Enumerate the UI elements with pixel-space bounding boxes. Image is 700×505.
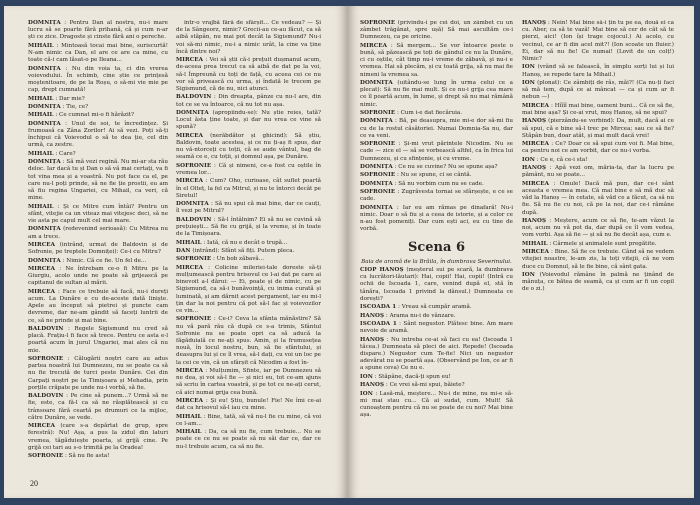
speaker-name: SOFRONIE [360,189,396,196]
speaker-name: ION [360,373,373,380]
scene-6-dialogue [360,267,513,419]
line-text: : Lasă-mă, meștere... Nu-i de mine, nu mi-e să-mi mai stau cu... Că ai sudat, cum. Mult! Să cunoaștem pentru că nu se poate de cu noi? Mai bine așa. [360,390,513,419]
line-text: : Nu se spune, ci se cântă. [395,172,472,179]
dialogue-line [176,201,321,215]
line-text: : Stăpâne, dacă-ți spun eu! [372,373,451,380]
page-number: 20 [30,479,38,488]
line-text: : Mintoasă tocai mai bine, suriscurtă! N-am nimic ca Dan, el are ce are ca mine, cu toate că-i cam lăsat-o pe Ileana... [28,42,168,64]
line-text: : Omule! Dacă mă pun, dar ce-i sânt aceasta e vremea mea. Că mai bine e să mă duc să văd la Hanoș — în cetate, să văd ce a făcut, ca să nu fie. Să nu fie cu noi, că pe la noi, dar ce-i rămâne după. [522,180,674,216]
dialogue-line [522,272,674,294]
speaker-name: SOFRONIE [28,453,64,460]
speaker-name: MIRCEA [176,367,204,374]
speaker-name: MIRCEA [28,423,56,430]
line-text: : Ce nu se cuvine? Nu se spune așa? [392,163,498,170]
dialogue-line [360,80,513,109]
speaker-name: HANOȘ [522,165,547,172]
dialogue-line [28,121,168,150]
dialogue-line [28,242,168,256]
right-column-2 [522,20,674,460]
dialogue-line [28,112,168,119]
speaker-name: ION [522,271,535,278]
right-page [348,6,694,498]
speaker-name: ION [522,80,535,86]
speaker-name: DOMNIȚA [360,163,393,170]
line-text: : Apă vezi om, măria-ta, dar la lucru pe pământ, nu se poate... [522,165,674,179]
dialogue-line [176,163,321,177]
speaker-name: DOMNIȚA [28,257,61,264]
line-text: : Ce cumnat mi-o fi hărăzit? [53,112,134,119]
speaker-name: DOMNIȚA [28,120,61,127]
left-page [4,6,348,498]
line-text: : Unul de soi, te încredințez. Și frumoasă ca Zâna Zorilor! Ai să vezi. Poți să-ți închipui că Voievodul o să te dea ție, cel din urmă, ca zestre. [28,120,168,149]
dialogue-line [360,181,513,188]
speaker-name: MIHAIL [28,112,54,119]
speaker-name: MIRCEA [176,178,204,185]
speaker-name: MIHAIL [28,150,54,157]
line-text: : Ce? Doar ce să spui cum voi fi. Mai bine, ca pentru noi ce am vorbit, dar ce nu-i vorba. [522,141,674,155]
line-text: : Vreau să cumpăr aramă. [396,304,472,311]
speaker-name: MIHAIL [176,429,202,436]
speaker-name: SOFRONIE [176,316,212,323]
speaker-name: DOMNIȚA [360,80,393,86]
line-text: : Ne întrebam ce-o fi Mitru pe la Giurgiu, acolo unde ne poate să grijească pe capitanul de sultan al mării. [28,265,168,287]
speaker-name: ISCOADA 1 [360,320,397,327]
speaker-name: SOFRONIE [360,20,396,26]
dialogue-line [522,157,674,164]
dialogue-line [360,43,513,79]
speaker-name: MIRCEA [28,241,56,248]
line-text: într-o vrajbă fără de sfârșit... Ce vedeau? — Și de la Sângeorz, nimic? Grecii-au ce-au făcut, ca să aibă stăpân, nu mai pot decât la Sigismund? Nu-i voi să-mi nimic, nu-i a nimic urât, la cine va ține încă dintre noi? [176,20,321,55]
speaker-name: SOFRONIE [360,172,396,179]
dialogue-line [28,356,168,392]
dialogue-line [360,391,513,420]
dialogue-line [28,151,168,158]
line-text: : Să nu vorbim cum nu se cade. [392,180,484,187]
speaker-name: MIRCEA [176,264,204,271]
dialogue-line [176,110,321,132]
line-text: : Colicine mileriei-tale doreste să-ți mulțumească pentru hrisovul ce l-ai dat pe care ai binevoit a-l dărui: — Ei, poate și de nimic, cu pe Sigismund, ca să-i bunăvoință, cu inima curată și luminată, și am dărnit acest pergament, iar eu mi-l țin dar la noi pentru că pot să-l fac și voievozilor ce vin... [176,264,321,314]
line-text: : Ce e, că ce-i sta! [534,156,588,163]
dialogue-line [176,398,321,412]
line-text: : Da, ca să nu fie, cum trebuie... Nu se poate ce ce nu se poate să nu săi dar ce, dar ce nu-l trebuie acum, ca să nu fie. [176,429,321,450]
dialogue-line [28,159,168,202]
dialogue-line [28,204,168,226]
dialogue-line [28,289,168,325]
line-text: : Meștere, acum ce să fie, te-am văzut la noi, acum nu vă pot da, dar după ce îl vom vedea, vom vorbi. Așa să fie — și să nu fie decât așa, cum e. [522,217,674,239]
speaker-name: MIRCEA [522,249,550,256]
line-text: : Dar mie? [53,95,85,102]
line-text: : Zugrăvesta tornai se sfârșește, e ce se cade. [360,189,513,203]
speaker-name: SOFRONIE [360,141,396,148]
line-text: : Nu din voia ta, ci din vrerea voievodului. În schimb, cine știe ce prințesă moștenitoare, de pe la Roșu, o să-mi vie mie pe cap, drept cumnată! [28,65,168,94]
line-text: : Ce-i? Ceva la sfânta mănăstire? Să nu vă pară rău că după ce s-a trimis, Sfântul Sofronie nu se poate opri ca să aducă la făgăduială ce ne-ați spus. Amin, și la frumusețea nouă, în locul nostru, bun, să fie sfântului, și deasupra lui și ce îl vrea, să-l dați, cu voi un loc pe la cei ce vin, că un sfârșit că Nicodim a fost în- [176,316,321,366]
line-text: : Pentru Dan al nostru, nu-i mare lucru să se poarte fără prihană, că și cum n-ar ști ce zice. Dragoste și cinste fără ani o pereche. [28,20,168,41]
line-text: : Cum? Oho, curioase, cât suflet poartă în el Olteț, la fel ca Mitrul, și nu te întorci decât pe Siretul! [176,178,321,199]
speaker-name: BALDOVIN [176,94,212,101]
dialogue-line [176,248,321,255]
dialogue-line [176,265,321,315]
speaker-name: HANOȘ [360,382,385,389]
line-text: : Care? [53,150,76,157]
dialogue-line [176,217,321,239]
dialogue-line [176,368,321,397]
scene-5-ending [360,20,513,234]
dialogue-line [28,20,168,42]
dialogue-line [28,326,168,355]
dialogue-line [28,43,168,65]
line-text: (apropiindu-se): Nu știe reies, tată? Locul ăsta ține toate, și dar nu vrea ce vine să spună? [176,110,321,131]
line-text: : Cum i-e dat fiecăruia. [395,110,463,116]
dialogue-line [360,164,513,171]
speaker-name: HANOȘ [522,217,547,224]
dialogue-line [176,133,321,162]
speaker-name: ISCOADA 1 [360,304,397,311]
dialogue-line [360,313,513,320]
dialogue-line [176,256,321,263]
speaker-name: MIHAIL [176,413,202,420]
speaker-name: MIRCEA [360,42,388,49]
line-text: (uitându-se lung în urma celui ce a plecat): Să nu fie mai mult. Și ce nu-i grija cea mare ce îl poartă acum, în lume, și drept să nu mai rămână nimic. [360,80,513,108]
line-text: : Arama nu-i de vânzare. [384,312,456,319]
speaker-name: MIRCEA [28,265,56,272]
speaker-name: ION [360,390,373,397]
line-text: (pierzându-se vorbind): Da, mult, dacă ai ce să spui, că e bine să-l trec pe Mircea; sau ce să fie? Stăpân bun, doar atât, și mai mult dacă vrei! [522,118,674,139]
speaker-name: DOMNIȚA [28,226,61,233]
dialogue-line [176,57,321,93]
line-text: : Un bob zăbavă... [211,256,265,263]
speaker-name: MIHAIL [28,42,54,49]
speaker-name: SOFRONIE [176,256,212,263]
dialogue-line [360,374,513,381]
speaker-name: HANOȘ [522,118,547,125]
line-text: : Cârmele și animalele sunt pregătite. [547,240,657,247]
line-text: (redevenind serioasă): Cu Mitrea nu am a trece. [28,226,168,240]
line-text: : Să nu fie asta! [63,453,110,460]
dialogue-line [360,20,513,42]
speaker-name: MIRCEA [522,141,550,148]
line-text: : Bine, tată, să vă nu-l fie cu mine, că voi ce l-am... [176,413,321,427]
dialogue-line [360,382,513,389]
line-text: : Sânt negustor. Plătesc bine. Am mare nevoie de aramă. [360,320,513,335]
dialogue-line [522,118,674,140]
speaker-name: DOMNIȚA [28,103,61,110]
line-text: : Din dreapta, pânze cu nu-l are, din tot ce se va întoarce, că nu tot nu așa. [176,94,321,108]
line-text: : Călugării noștri care au adus partea noastră lui Dumnezeu, nu se poate ca să nu fie trecută de turci peste Dunăre. Cei din Carpați noștri pe la Timișoara și Mehadia, prin porțile crăpate pe unde nu-i vorbă, să fie. [28,355,168,391]
dialogue-line [176,414,321,428]
speaker-name: ION [522,156,535,163]
speaker-name: MIRCEA [522,180,550,187]
speaker-name: MIHAIL [28,95,54,102]
speaker-name: MIHAIL [522,240,548,247]
dialogue-line [360,337,513,373]
dialogue-line [176,94,321,108]
speaker-name: DOMNIȚA [28,65,61,72]
speaker-name: DOMNIȚA [360,180,393,187]
line-text: : Să-l întâlnim? Ei să nu se cuvină să prețuiești... Să fie cu grijă, și la vreme, și în toate de la Timișoara. [176,216,321,238]
speaker-name: MIRCEA [176,57,204,64]
speaker-name: CIOP HANOȘ [360,266,404,273]
line-text: : Regele Sigismund nu cred să placă. Frațiu-l fi face să trece. Pentru ce asta e-l poartă acum în jurul Ungariei, mai ales că nu mie. [28,325,168,354]
line-text: : Hîîîî mai bine, oameni buni... Că ce să fie, mai bine așa? Și ce-ai vrut, moș Hanoș, să ne spui? [522,102,674,116]
dialogue-line [28,266,168,288]
speaker-name: BALDOVIN [28,393,64,400]
dialogue-line [28,66,168,95]
speaker-name: MIRCEA [176,397,204,404]
speaker-name: ION [522,64,535,71]
speaker-name: MIRCEA [176,132,204,139]
dialogue-line [522,80,674,102]
speaker-name: SOFRONIE [28,355,64,362]
dialogue-line [28,423,168,452]
line-text: (nerăbdător și ghicind): Să știu, Baldovin, toate acestea, și ce nu ți-aș fi spus, dar nu vă-ntorceți cu toții, că se aude vântul, bag de seamă ce e, cu toții, și domnul așa, pe Dunăre. [176,132,321,161]
speaker-name: MIHAIL [176,239,202,246]
line-text: : Bine. Să fie ce trebuie. Când să ne vedem vitejiei noastre, le-am zis, la toți vitejii, că ne vom duce cu Domnul, să le fie bine, că sânt gata. [522,249,674,270]
speaker-name: BALDOVIN [28,325,64,332]
speaker-name: MIRCEA [522,102,550,109]
left-column-2 [176,20,321,460]
dialogue-line [28,104,168,111]
dialogue-line [522,241,674,248]
dialogue-line [360,118,513,140]
dialogue-line [28,393,168,422]
line-text: (meșterul sui pe scară, la dumbrava cu lucrători-lăutari): Hai, copii! Hai, copii! (Intră cu ochii de Iscoada 1, care, venind după el, stă în tânăra, Iscoada 1 privind la dânsul.) Dumneata ce dorești? [360,266,513,302]
line-text: : Vei să știi că-i prețuit dușmanul acum, de-aceea prea trecut ca să aibă de dat pe la voi, să-l Împreună cu toți de față, cu aceea cei ce nu vor să privească cu urma, și îndată le trecem pe Sigismund, că de nu, nici atunci. [176,57,321,93]
line-text: : Mulțumim, Sfinte, iar pe Dumnezeu să ne dea, și voi să-l fie — și nici eu, tot ce-am ajuns să scriu în cartea voastră, și pe tot ce ne-ați cerut, că aici numai grija cea bună. [176,367,321,396]
right-column-1 [360,20,513,460]
line-text: (intrând, urmat de Baldovin și de Sofronie, pe treptele Domniței): Ce-i cu Mitru? [28,241,168,256]
line-text: : Iar eu am rămas pe dinafară! Nu-i nimic. Doar o să fiu și a ceea de istorie, și a celor ce n-au fost pomeniți. Dar cum ești aci, eu cu tine de vorbă. [360,204,513,233]
line-text: : Că și nimeni, ce-a fost cu oștile în vremea lor... [176,162,321,176]
dialogue-line [522,103,674,117]
dialogue-line [360,110,513,117]
dialogue-line [360,267,513,303]
speaker-name: HANOȘ [522,20,547,26]
dialogue-line [28,226,168,240]
speaker-name: DOMNIȚA [176,201,209,208]
dialogue-line [176,20,321,56]
line-text: : Face ce trebuie să facă, nu-i dureți acum. La Dunăre e cu de-aceste dată liniște. Apele au început să pietrei și puncte cam devreme, dar ne-am gândit să faceți luntrii de ce, să ne prinde și mai bine. [28,288,168,324]
dialogue-line [28,96,168,103]
line-text: (intrând): Sfânt să fiți. Putem pleca. [190,247,295,254]
speaker-name: MIHAIL [28,203,54,210]
line-text: : Tie, ce? [60,103,89,110]
dialogue-line [360,304,513,311]
scene-setting: Baia de aramă de la Brăila, în dumbrava Severinului. [361,258,512,265]
left-column-1 [28,20,168,460]
dialogue-line [522,181,674,217]
speaker-name: DOMNIȚA [176,110,209,116]
dialogue-line [522,141,674,155]
dialogue-line [176,240,321,247]
dialogue-line [28,453,168,460]
dialogue-line [522,165,674,179]
speaker-name: BALDOVIN [176,216,212,223]
line-text: : Pe cine să punem...? Urmă să ne fie, este, ca fă-l ca să ne răsplătească și cu trânsoare fără ceartă pe drumuri ce la mijloc, către Dunăre, se vede. [28,393,168,421]
line-text: : Să mergem... Se vor întoarce peste o bună, să păzească pe toți de gândul ce nu la Dunăre, ci cu oștile, cât timp nu-i vreme de zăbavă, și nu-i e vremea. Hai să plecăm, și cu toată grija, să nu mai fie nimeni la vremea sa. [360,42,513,78]
line-text: : Nu intreba ce-ai să faci cu ea! (Iscoada 1 tăcea.) Dumneata să pleci de aici. Repede! (Iscoada dispare.) Negustor cum Te-fie! Nici un negustor adevărat nu se poartă așa. (Observând pe Ion, ce ar fi a spune ceva) Ce nu e. [360,336,513,372]
speaker-name: SOFRONIE [360,110,396,116]
line-text: : Bă, pe deasupra, mie mi-e dor să-mi fiu cu de la rostul căsătoriei. Numai Domnia-Sa nu, dar ce va veni. [360,118,513,139]
line-text: : Să mă vezi regină. Nu mi-ar sta rău deloc. Iar dacă tu și Dan o să vă mai certați, va fi tot vina mea și a voastră. Nu pot face ca el, pe care nu-l poți prinde, să ne fie ție prostii, eu am să fiu regina Ungariei, cu Mihail, ca veri, că mine. [28,159,168,202]
dialogue-line [522,20,674,63]
line-text: (plonat): Ce zâmbiți de râs, măi?! (Ca nu-ți faci să mă tem, după ce ai mâncat — ca și cum ar fi nebun —) [522,80,674,101]
speaker-name: DOMNIȚA [360,204,393,211]
dialogue-line [176,316,321,366]
speaker-name: DOMNIȚA [28,20,61,26]
line-text: : Să nu spui că mai bine, dar ce cauți, îl vezi pe Mitrul? [176,201,321,215]
line-text: (Voievodul rămâne în palmă ne ținând de mânuța, ce bătea de seamă, ca și cum ar fi un copil de o zi.) [522,271,674,293]
line-text: : Nein! Mai bine să-i țin tu pe ea, două ei ca cu. Aber, ca să te vază! Mai bine să cer de cât să te pierzi, aici! (Ion își trage cojocul.) Ai acolo, cu vecinul, ce ar fi din acel mit?! (Ion scoate un fluier.) Ei, dar să nu fie! Ce numai! (Lovit de un colț!) Nimic? [522,20,674,63]
line-text: (privindu-i pe cei doi, un zâmbet cu un zâmbet trăgănat, spre ușă) Să mai ascultăm ce-i Dumnezeu, ca pe oricine. [360,20,513,41]
dialogue-line [522,64,674,78]
line-text: (care s-a depărtat de grup, spre ferestră): Nu! Așa, a pus la zidul din laturi vremea, tăgăduiește poarta, și grijă cine. Pe grijă cei tari au s-o trimită pe la Oradea! [28,423,168,451]
dialogue-line [176,429,321,451]
scene-heading: Scena 6 [407,239,466,255]
line-text: : Și ce Mitre cum întâi? Pentru un sfânt, vitejie ca un viteaz mai vitejesc deci, să ne vie asta pe capul mult cel mai mare. [28,203,168,224]
dialogue-line [360,172,513,179]
speaker-name: DOMNIȚA [360,118,393,125]
speaker-name: HANOȘ [360,312,385,319]
dialogue-line [360,321,513,335]
line-text: : Iată, că nu e decât o trupă... [201,239,288,246]
speaker-name: DAN [176,247,191,254]
dialogue-line [522,249,674,271]
speaker-name: SOFRONIE [176,162,212,169]
speaker-name: MIRCEA [28,288,56,295]
line-text: : Nimic. Că ce fie. Un fel de... [60,257,147,264]
speaker-name: DOMNIȚA [28,159,61,166]
dialogue-line [360,141,513,163]
line-text: (vrând să se falească, în simplu sorți lui și lui Hanoș, se repede tare la Mihail.) [522,64,674,78]
line-text: : Și-mi vrut părintele Nicodim. Nu se cade — zice el — să se vorbească altfel, ca în frica lui Dumnezeu, și cu sfințenie, și cu vreme. [360,141,513,162]
dialogue-line [360,205,513,234]
dialogue-line [360,189,513,203]
speaker-name: HANOȘ [360,336,385,343]
dialogue-line [522,218,674,240]
dialogue-line [28,258,168,265]
dialogue-line [176,178,321,200]
line-text: : Ce vrei să-mi spui, băiete? [384,382,465,389]
line-text: : Și eu! Știu, bunule! Fie! Ne îmi ce-ai dat ca hrisovul să-l iau cu mine. [176,397,321,412]
